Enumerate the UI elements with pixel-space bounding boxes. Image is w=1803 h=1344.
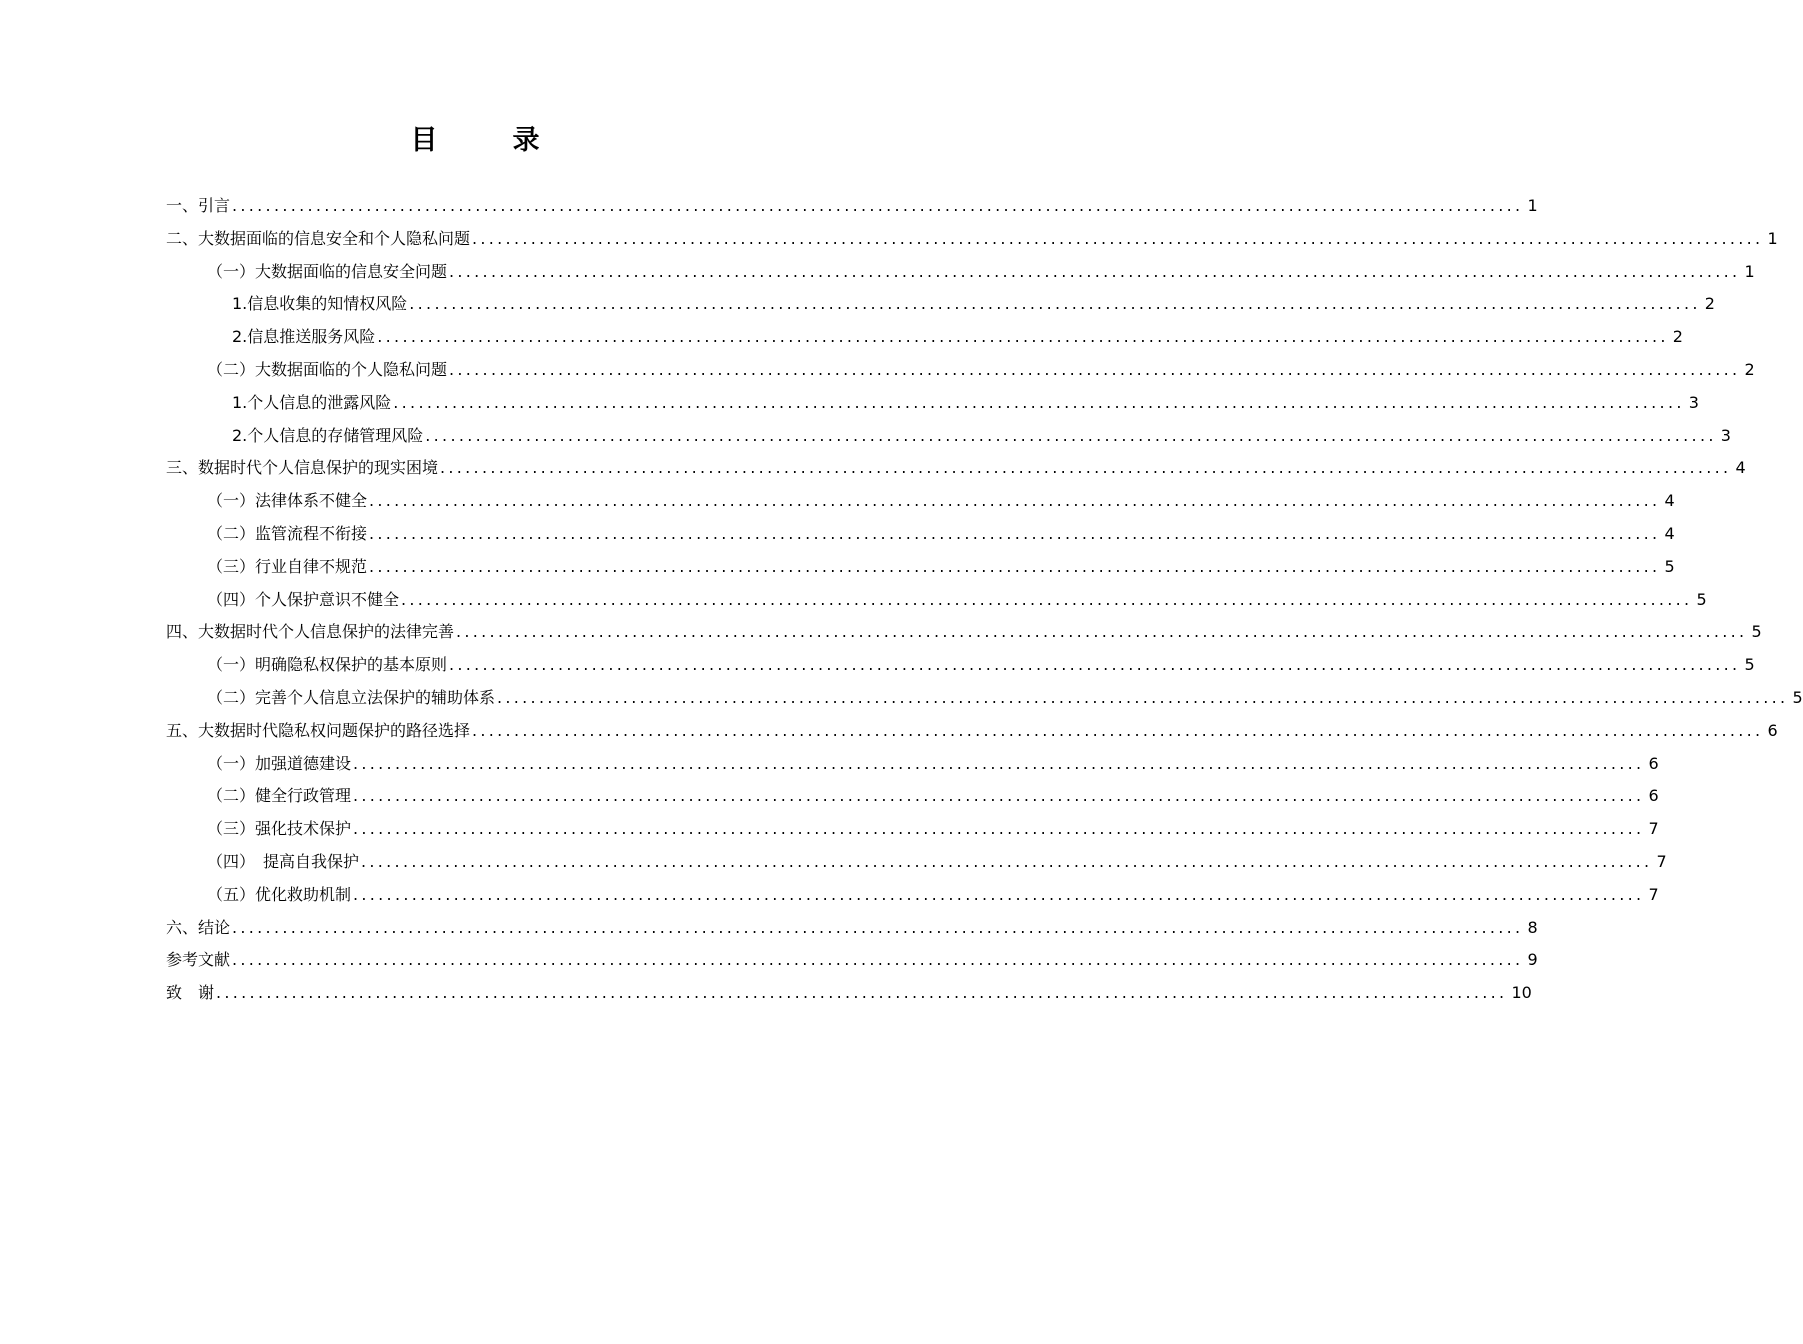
toc-page-number: 5 xyxy=(1792,687,1803,707)
toc-entry-label: （二）大数据面临的个人隐私问题 xyxy=(207,359,448,379)
toc-entry-label: （二）健全行政管理 xyxy=(207,786,352,806)
toc-page-number: 7 xyxy=(1648,819,1659,839)
toc-entry[interactable] xyxy=(166,288,1715,321)
toc-entry-label: 2.信息推送服务风险 xyxy=(232,327,376,347)
toc-entry-label: （一）法律体系不健全 xyxy=(207,491,368,511)
toc-entry-label: （三）行业自律不规范 xyxy=(207,556,368,576)
toc-entry-label: 致 谢 xyxy=(166,983,215,1003)
toc-entry[interactable] xyxy=(166,321,1683,354)
toc-leader-dots: .......................................................................................................................................................... xyxy=(369,523,1661,543)
toc-leader-dots: .......................................................................................................................................................... xyxy=(472,720,1764,740)
toc-leader-dots: .......................................................................................................................................................... xyxy=(353,753,1645,773)
toc-page-number: 5 xyxy=(1744,655,1755,675)
toc-leader-dots: .......................................................................................................................................................... xyxy=(232,950,1524,970)
toc-leader-dots: .......................................................................................................................................................... xyxy=(449,359,1741,379)
toc-page-number: 2 xyxy=(1672,327,1683,347)
toc-leader-dots: .......................................................................................................................................................... xyxy=(216,983,1508,1003)
toc-entry[interactable] xyxy=(166,649,1755,682)
toc-page-number: 1 xyxy=(1527,196,1538,215)
toc-leader-dots: .......................................................................................................................................................... xyxy=(449,655,1741,675)
toc-page-number: 4 xyxy=(1735,458,1746,478)
toc-entry-label: （二）完善个人信息立法保护的辅助体系 xyxy=(207,687,496,707)
toc-leader-dots: .......................................................................................................................................................... xyxy=(401,589,1693,609)
toc-entry[interactable] xyxy=(166,452,1746,485)
toc-entry[interactable] xyxy=(166,354,1755,387)
page-title: 目 录 xyxy=(410,125,564,156)
toc-entry-label: （四）个人保护意识不健全 xyxy=(207,589,400,609)
toc-entry[interactable] xyxy=(166,485,1675,518)
toc-leader-dots: .......................................................................................................................................................... xyxy=(353,884,1645,904)
toc-page-number: 5 xyxy=(1664,556,1675,576)
table-of-contents xyxy=(166,190,1803,1010)
toc-leader-dots: .......................................................................................................................................................... xyxy=(449,261,1741,281)
toc-entry[interactable] xyxy=(166,584,1707,617)
toc-entry-label: 一、引言 xyxy=(166,196,231,215)
toc-leader-dots: .......................................................................................................................................................... xyxy=(472,228,1764,248)
toc-entry-label: （三）强化技术保护 xyxy=(207,819,352,839)
toc-entry-label: 三、数据时代个人信息保护的现实困境 xyxy=(166,458,439,478)
toc-entry[interactable] xyxy=(166,420,1731,453)
toc-leader-dots: .......................................................................................................................................................... xyxy=(369,556,1661,576)
toc-page-number: 1 xyxy=(1744,261,1755,281)
toc-page-number: 2 xyxy=(1704,294,1715,314)
toc-entry-label: （四） 提高自我保护 xyxy=(207,851,360,871)
toc-entry-label: 2.个人信息的存储管理风险 xyxy=(232,425,424,445)
toc-entry[interactable] xyxy=(166,256,1755,289)
toc-entry[interactable] xyxy=(166,518,1675,551)
toc-leader-dots: .......................................................................................................................................................... xyxy=(497,687,1789,707)
toc-page-number: 7 xyxy=(1648,884,1659,904)
toc-leader-dots: .......................................................................................................................................................... xyxy=(377,327,1669,347)
toc-leader-dots: .......................................................................................................................................................... xyxy=(369,491,1661,511)
toc-leader-dots: .......................................................................................................................................................... xyxy=(440,458,1732,478)
toc-page-number: 8 xyxy=(1527,917,1538,937)
toc-entry[interactable] xyxy=(166,223,1778,256)
toc-entry-label: （一）大数据面临的信息安全问题 xyxy=(207,261,448,281)
toc-entry[interactable] xyxy=(166,387,1699,420)
toc-page-number: 5 xyxy=(1696,589,1707,609)
toc-entry[interactable] xyxy=(166,813,1659,846)
toc-entry[interactable] xyxy=(166,879,1659,912)
toc-leader-dots: .......................................................................................................................................................... xyxy=(232,917,1524,937)
toc-entry-label: （一）明确隐私权保护的基本原则 xyxy=(207,655,448,675)
toc-leader-dots: .......................................................................................................................................................... xyxy=(409,294,1701,314)
toc-page-number: 9 xyxy=(1527,950,1538,970)
toc-leader-dots: .......................................................................................................................................................... xyxy=(353,786,1645,806)
toc-entry-label: （二）监管流程不衔接 xyxy=(207,523,368,543)
toc-page-number: 4 xyxy=(1664,523,1675,543)
toc-leader-dots: .......................................................................................................................................................... xyxy=(232,196,1524,215)
toc-leader-dots: .......................................................................................................................................................... xyxy=(425,425,1717,445)
toc-page-number: 10 xyxy=(1511,983,1532,1003)
toc-leader-dots: .......................................................................................................................................................... xyxy=(353,819,1645,839)
toc-entry[interactable] xyxy=(166,748,1659,781)
toc-page-number: 7 xyxy=(1656,851,1667,871)
toc-entry-label: （五）优化救助机制 xyxy=(207,884,352,904)
toc-page-number: 6 xyxy=(1648,786,1659,806)
toc-entry[interactable] xyxy=(166,912,1538,945)
toc-entry-label: 1.信息收集的知情权风险 xyxy=(232,294,408,314)
toc-page-number: 6 xyxy=(1648,753,1659,773)
toc-entry[interactable] xyxy=(166,944,1538,977)
toc-page-number: 1 xyxy=(1767,228,1778,248)
toc-entry-label: 1.个人信息的泄露风险 xyxy=(232,392,392,412)
toc-entry[interactable] xyxy=(166,977,1532,1010)
toc-entry-label: 参考文献 xyxy=(166,950,231,970)
toc-page-number: 3 xyxy=(1720,425,1731,445)
toc-page-number: 4 xyxy=(1664,491,1675,511)
toc-entry[interactable] xyxy=(166,616,1762,649)
toc-entry[interactable] xyxy=(166,682,1803,715)
toc-page-number: 6 xyxy=(1767,720,1778,740)
toc-entry-label: 六、结论 xyxy=(166,917,231,937)
toc-entry-label: 二、大数据面临的信息安全和个人隐私问题 xyxy=(166,228,471,248)
toc-entry-label: 五、大数据时代隐私权问题保护的路径选择 xyxy=(166,720,471,740)
toc-page-number: 5 xyxy=(1751,622,1762,642)
toc-leader-dots: .......................................................................................................................................................... xyxy=(393,392,1685,412)
toc-entry[interactable] xyxy=(166,780,1659,813)
toc-entry[interactable] xyxy=(166,190,1538,223)
toc-entry-label: （一）加强道德建设 xyxy=(207,753,352,773)
toc-entry[interactable] xyxy=(166,551,1675,584)
toc-leader-dots: .......................................................................................................................................................... xyxy=(361,851,1653,871)
toc-entry[interactable] xyxy=(166,846,1667,879)
toc-entry[interactable] xyxy=(166,715,1778,748)
toc-leader-dots: .......................................................................................................................................................... xyxy=(456,622,1748,642)
toc-page-number: 3 xyxy=(1688,392,1699,412)
toc-page-number: 2 xyxy=(1744,359,1755,379)
toc-entry-label: 四、大数据时代个人信息保护的法律完善 xyxy=(166,622,455,642)
